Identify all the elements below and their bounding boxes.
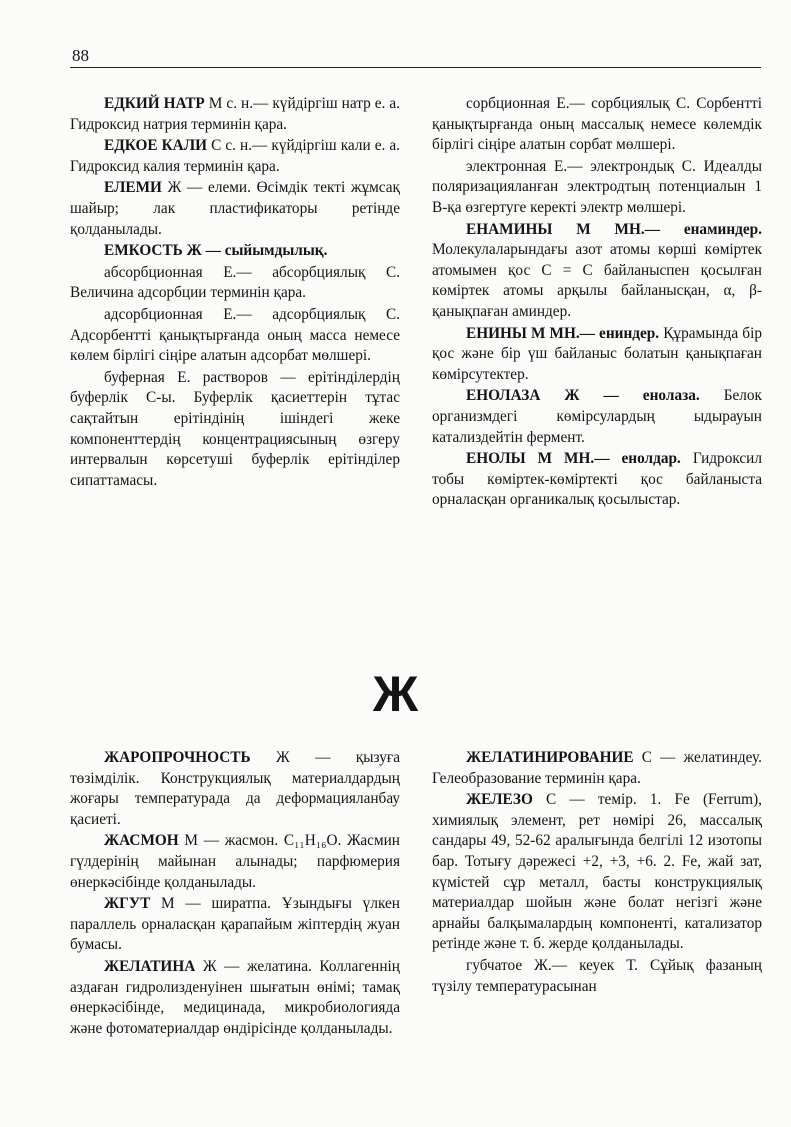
entry-text: электронная Е.— электрондық С. Идеалды поляризацияланған электродтың потенциалын 1 В-қа өзгертуге керекті электр мөлшері. [432,157,762,216]
column-left-top [70,94,400,492]
entry-head: ЖГУТ [104,895,151,913]
entry [432,220,762,323]
entry-text: М с. н.— күйдіргіш натр е. а. Гидроксид натрия терминін қара. [70,95,400,133]
entry-text: буферная Е. растворов — ерітінділердің буферлік С-ы. Буферлік қасиеттерін тұтас сақтайтын ерітіндінің ішіндегі жеке компоненттердің концентрациясының өзгеру интервалын көрсетуші буферлік ерітінділер сипаттамасы. [70,368,400,489]
section-letter: Ж [372,666,419,722]
entry [70,957,400,1039]
entry-text: Белок организмдегі көмірсулардың ыдырауын катализдейтін фермент. [432,387,762,446]
entry-head: ЖЕЛАТИНИРОВАНИЕ [466,749,634,766]
entry [432,386,762,448]
entry-head: ЖЕЛЕЗО [466,791,533,809]
entry [70,368,400,492]
entry [432,748,762,789]
page-number: 88 [72,46,89,65]
entry [70,263,400,304]
entry-text: Құрамында бір қос және бір үш байланыс болатын қанықпаған көмірсутектер. [432,324,762,383]
entry-head: ЖАРОПРОЧНОСТЬ [104,749,251,766]
entry-text: С — темір. 1. Fe (Ferrum), химиялық элемент, рет нөмірі 26, массалық сандары 49, 52-62 аралығында белгілі 12 изотопы бар. Тотығу дәрежесі +2, +3, +6. 2. Fe, жай зат, күмістей сұр металл, басты конструкциялық материалдар шойын және болат негізгі және арнайы балқымалардың компоненті, катализатор ретінде және т. б. жерде қолданылады. [432,791,762,953]
entry [70,178,400,240]
entry [432,157,762,219]
header-rule [70,67,761,68]
entry-head: ЕМКОСТЬ Ж — сыйымдылық. [104,242,328,260]
entry-text: губчатое Ж.— кеуек Т. Сұйық фазаның түзілу температурасынан [432,956,762,995]
entry-head: ЖЕЛАТИНА [104,957,196,975]
entry [432,94,762,156]
entry-text: сорбционная Е.— сорбциялық С. Сорбентті қанықтырғанда оның массалық немесе көлемдік бірлігі сіңіре алатын сорбат мөлшері. [432,95,762,154]
entry-text: Ж — қызуға төзімділік. Конструкциялық материалдардың жоғары температурада да деформацияланбау қасиеті. [70,749,400,828]
column-right-top [432,94,762,512]
entry-text: абсорбционная Е.— абсорбциялық С. Величина адсорбции терминін қара. [70,263,400,302]
entry [70,831,400,893]
entry [70,241,400,262]
entry-text: С — желатиндеу. Гелеобразование терминін қара. [432,749,762,787]
entry [432,449,762,511]
entry [432,790,762,955]
entry [432,324,762,386]
entry-head: ЕНОЛЫ М МН.— енолдар. [466,450,681,468]
entry-head: ЕДКИЙ НАТР [104,95,205,112]
entry-head: ЕЛЕМИ [104,179,162,197]
entry-text: Молекулаларындағы азот атомы көрші көміртек атомымен қос С = С байланыспен қосылған көміртек атомы арқылы байланысқан, α, β-қанықпаған аминдер. [432,241,762,320]
entry-text: адсорбционная Е.— адсорбциялық С. Адсорбентті қанықтырғанда оның масса немесе көлем бірлігі сіңіре алатын адсорбат мөлшері. [70,305,400,365]
entry [70,136,400,177]
entry-text: Гидроксил тобы көміртек-көміртекті қос байланыста орналасқан органикалық қосылыстар. [432,450,763,509]
column-right-bottom [432,748,762,998]
entry-text: М — жасмон. C₁₁H₁₆O. Жасмин гүлдерінің майынан алынады; парфюмерия өнеркәсібінде қолданылады. [70,832,400,891]
entry [70,894,400,956]
entry-head: ЕНОЛАЗА Ж — енолаза. [466,387,700,405]
entry-head: ЕДКОЕ КАЛИ [104,137,208,155]
entry-head: ЖАСМОН [104,832,179,850]
entry-head: ЕНИНЫ М МН.— ениндер. [466,324,660,342]
entry [70,748,400,830]
entry [70,94,400,135]
entry [432,956,762,997]
entry [70,305,400,367]
column-left-bottom [70,748,400,1040]
entry-text: Ж — желатина. Коллагеннің аздаған гидролизденуінен шығатын өнімі; тамақ өнеркәсібінде, медицинада, микробиологияда және фотоматериалдар өндірісінде қолданылады. [70,957,400,1037]
entry-text: С с. н.— күйдіргіш кали е. а. Гидроксид калия терминін қара. [70,137,400,175]
entry-text: Ж — елеми. Өсімдік текті жұмсақ шайыр; лак пластификаторы ретінде қолданылады. [70,179,400,238]
entry-head: ЕНАМИНЫ М МН.— енаминдер. [466,220,762,238]
entry-text: М — ширатпа. Ұзындығы үлкен параллель орналасқан қарапайым жіптердің жуан бумасы. [70,895,400,954]
